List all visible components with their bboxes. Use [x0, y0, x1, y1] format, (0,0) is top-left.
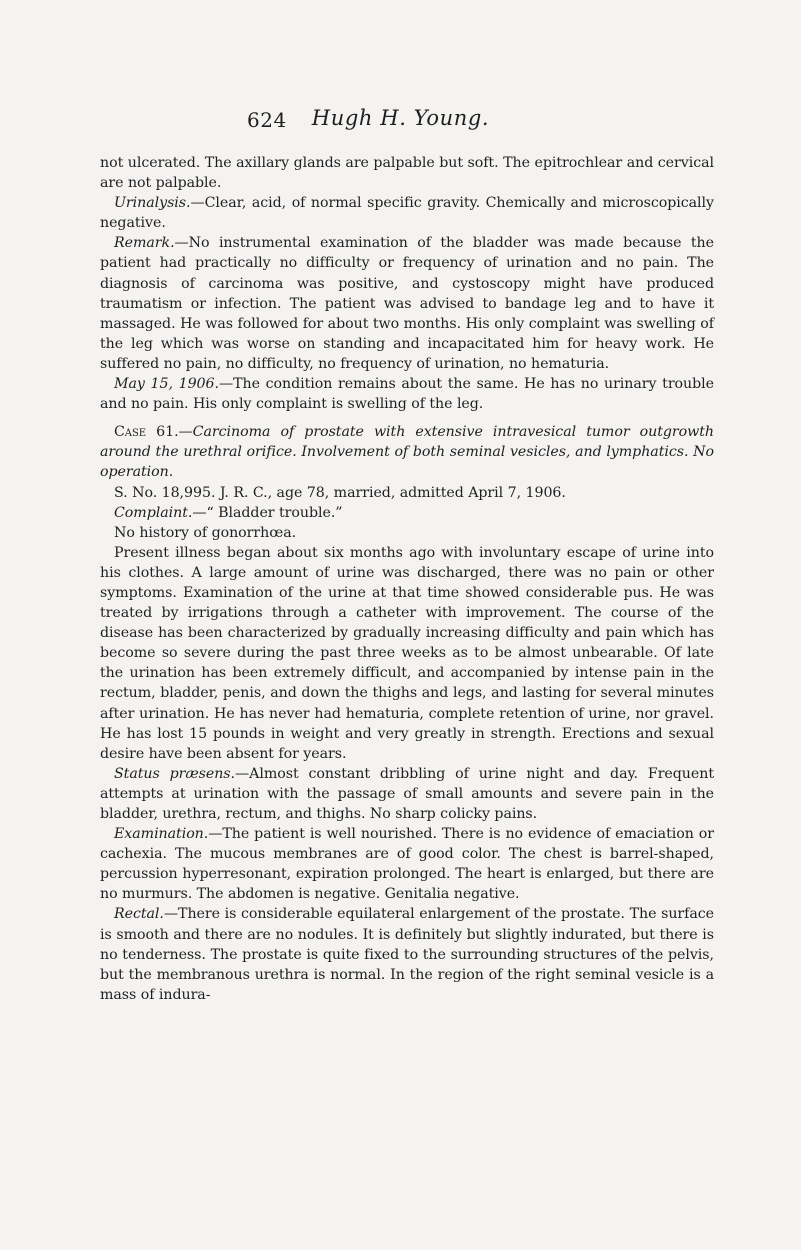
paragraph-may-15: May 15, 1906.—The condition remains about the same. He has no urinary trouble and no pain. His only complaint is swelling of the leg.: [100, 376, 714, 413]
case-heading: Case 61.—Carcinoma of prostate with extensive intravesical tumor outgrowth around the urethral orifice. Involvement of both seminal vesicles, and lymphatics. No operation.: [100, 424, 714, 481]
page-body: [100, 153, 714, 1005]
paragraph-history: No history of gonorrhœa.: [114, 524, 297, 541]
page-number: 624: [247, 108, 287, 132]
paragraph-examination: Examination.—The patient is well nourished. There is no evidence of emaciation or cachexia. The mucous membranes are of good color. The chest is barrel-shaped, percussion hyperresonant, expiration prolonged. The heart is enlarged, but there are no murmurs. The abdomen is negative. Genitalia negative.: [100, 826, 714, 903]
paragraph-rectal: Rectal.—There is considerable equilateral enlargement of the prostate. The surface is smooth and there are no nodules. It is definitely but slightly indurated, but there is no tenderness. The prostate is quite fixed to the surrounding structures of the pelvis, but the membranous urethra is normal. In the region of the right seminal vesicle is a mass of indura-: [100, 906, 714, 1003]
paragraph-admission: S. No. 18,995. J. R. C., age 78, married, admitted April 7, 1906.: [114, 484, 566, 501]
paragraph-urinalysis: Urinalysis.—Clear, acid, of normal specific gravity. Chemically and microscopically negative.: [100, 195, 714, 232]
running-title: Hugh H. Young.: [311, 106, 490, 130]
paragraph-remark: Remark.—No instrumental examination of the bladder was made because the patient had practically no difficulty or frequency of urination and no pain. The diagnosis of carcinoma was positive, and cystoscopy might have produced traumatism or infection. The patient was advised to bandage leg and to have it massaged. He was followed for about two months. His only complaint was swelling of the leg which was worse on standing and incapacitated him for heavy work. He suffered no pain, no difficulty, no frequency of urination, no hematuria.: [100, 235, 714, 372]
paragraph-present-illness: Present illness began about six months ago with involuntary escape of urine into his clothes. A large amount of urine was discharged, there was no pain or other symptoms. Examination of the urine at that time showed considerable pus. He was treated by irrigations through a catheter with improvement. The course of the disease has been characterized by gradually increasing difficulty and pain which has become so severe during the past three weeks as to be almost unbearable. Of late the urination has been extremely difficult, and accompanied by intense pain in the rectum, bladder, penis, and down the thighs and legs, and lasting for several minutes after urination. He has never had hematuria, complete retention of urine, nor gravel. He has lost 15 pounds in weight and very greatly in strength. Erections and sexual desire have been absent for years.: [100, 544, 714, 762]
paragraph-continuation: not ulcerated. The axillary glands are palpable but soft. The epitrochlear and cervical are not palpable.: [100, 155, 714, 192]
paragraph-complaint: Complaint.—“ Bladder trouble.”: [114, 504, 343, 521]
paragraph-status: Status præsens.—Almost constant dribbling of urine night and day. Frequent attempts at urination with the passage of small amounts and severe pain in the bladder, urethra, rectum, and thighs. No sharp colicky pains.: [100, 765, 714, 822]
page-header: [0, 104, 801, 134]
